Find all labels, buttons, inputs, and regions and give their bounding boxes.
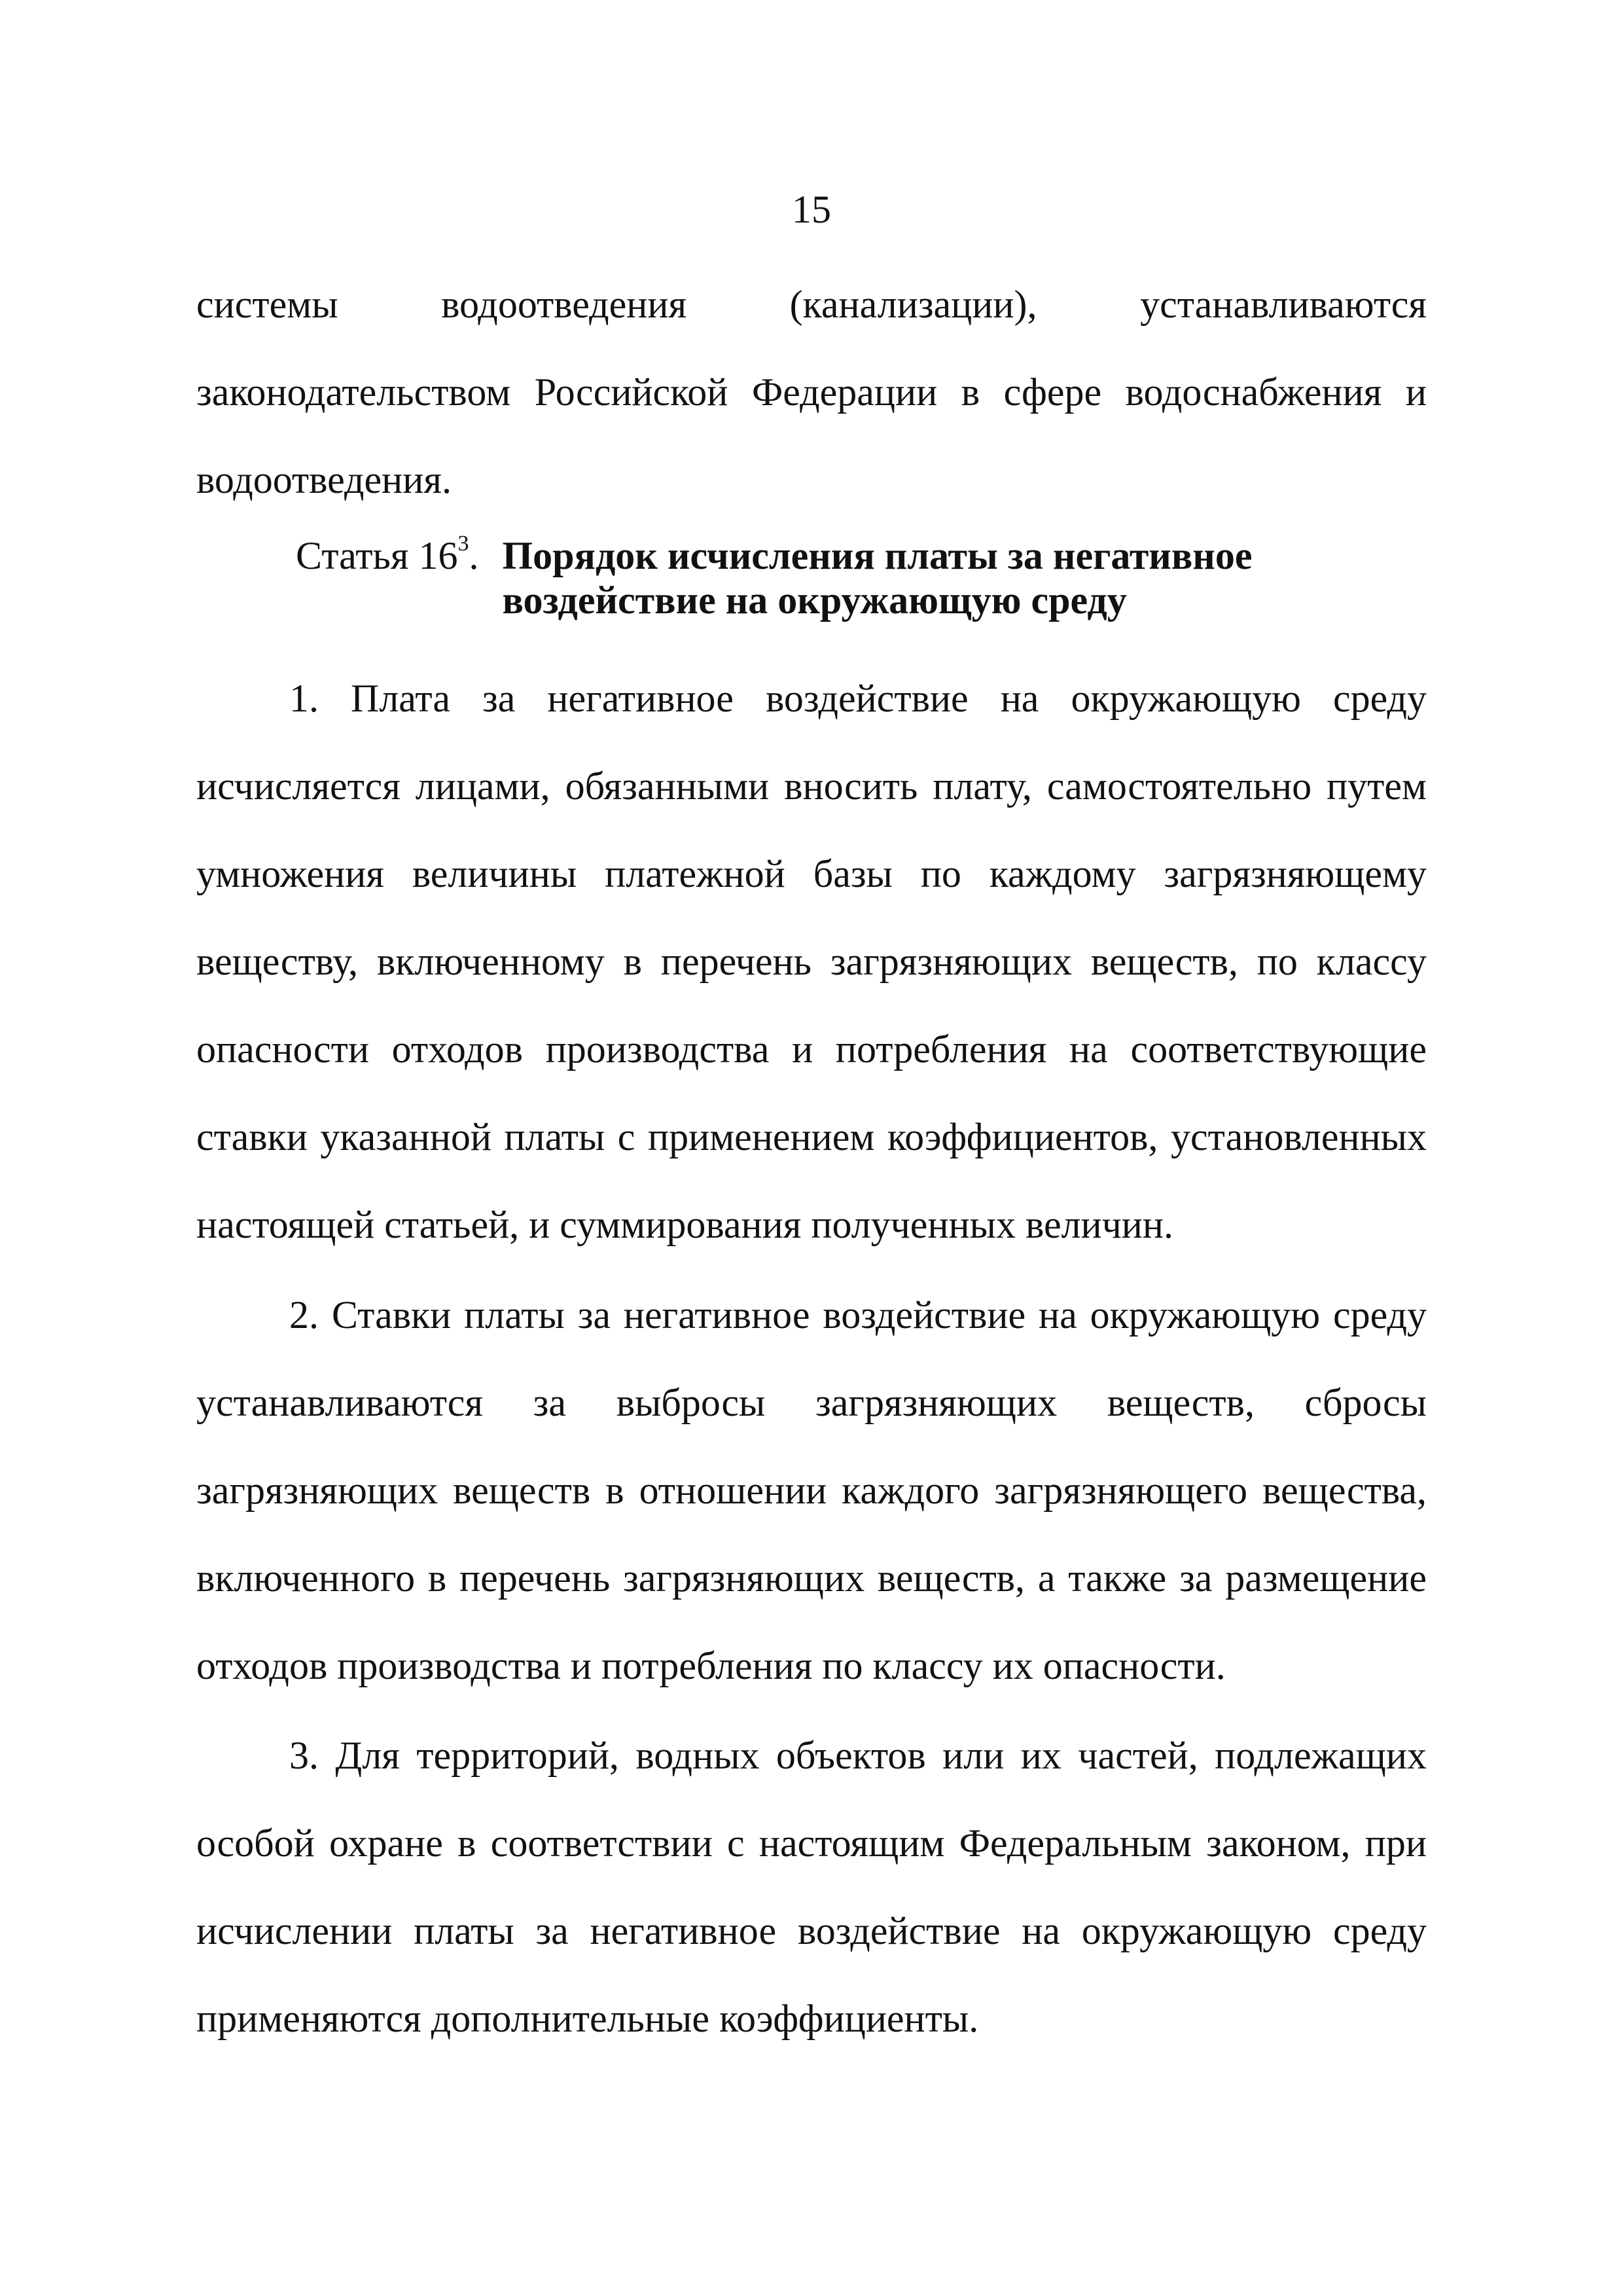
article-title — [502, 533, 1252, 622]
paragraph-3: 3. Для территорий, водных объектов или их частей, подлежащих особой охране в соответствии с настоящим Федеральным законом, при исчислении платы за негативное воздействие на окружающую среду применяются дополнительные коэффициенты. — [196, 1734, 1427, 2040]
article-title-line-1: Порядок исчисления платы за негативное — [502, 534, 1253, 577]
article-label — [296, 533, 502, 622]
article-title-line-2: воздействие на окружающую среду — [502, 579, 1127, 622]
article-heading — [296, 533, 1277, 622]
article-label-suffix: . — [469, 534, 479, 577]
article-label-superscript: 3 — [457, 531, 469, 556]
page-number: 15 — [792, 188, 831, 231]
paragraph-2: 2. Ставки платы за негативное воздействие на окружающую среду устанавливаются за выбросы загрязняющих веществ, сбросы загрязняющих веществ в отношении каждого загрязняющего вещества, включенного в перечень загрязняющих веществ, а также за размещение отходов производства и потребления по классу их опасности. — [196, 1293, 1427, 1687]
intro-paragraph: системы водоотведения (канализации), устанавливаются законодательством Российской Федерации в сфере водоснабжения и водоотведения. — [196, 283, 1427, 501]
article-label-prefix: Статья 16 — [296, 534, 458, 577]
paragraph-1: 1. Плата за негативное воздействие на окружающую среду исчисляется лицами, обязанными вносить плату, самостоятельно путем умножения величины платежной базы по каждому загрязняющему веществу, включенному в перечень загрязняющих веществ, по классу опасности отходов производства и потребления на соответствующие ставки указанной платы с применением коэффициентов, установленных настоящей статьей, и суммирования полученных величин. — [196, 677, 1427, 1246]
